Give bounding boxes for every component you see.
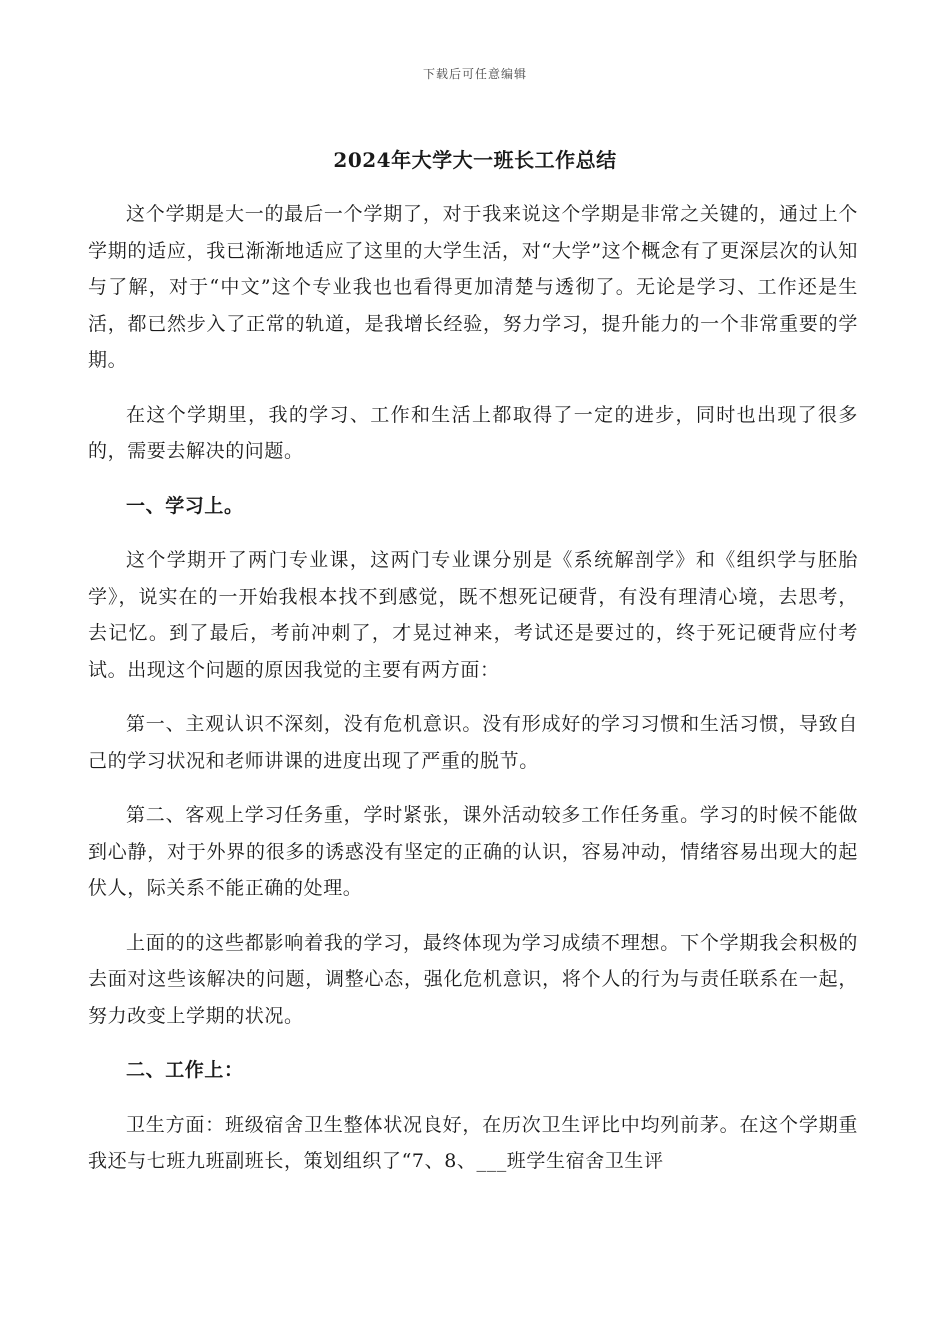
- paragraph-courses: 这个学期开了两门专业课，这两门专业课分别是《系统解剖学》和《组织学与胚胎学》，说实在的一开始我根本找不到感觉，既不想死记硬背，有没有理清心境，去思考，去记忆。到了最后，考前冲刺了，才晃过神来，考试还是要过的，终于死记硬背应付考试。出现这个问题的原因我觉的主要有两方面：: [88, 549, 858, 681]
- section-heading-work: 二、工作上：: [126, 1059, 244, 1081]
- header-note: 下载后可任意编辑: [422, 67, 527, 81]
- paragraph-overview: 在这个学期里，我的学习、工作和生活上都取得了一定的进步，同时也出现了很多的，需要去解决的问题。: [88, 403, 858, 462]
- section-heading-study: 一、学习上。: [126, 494, 244, 517]
- paragraph-reason-first: 第一、主观认识不深刻，没有危机意识。没有形成好的学习习惯和生活习惯，导致自己的学习状况和老师讲课的进度出现了严重的脱节。: [88, 713, 858, 772]
- paragraph-summary-study: 上面的的这些都影响着我的学习，最终体现为学习成绩不理想。下个学期我会积极的去面对这些该解决的问题，调整心态，强化危机意识，将个人的行为与责任联系在一起，努力改变上学期的状况。: [88, 931, 858, 1027]
- paragraph-intro: 这个学期是大一的最后一个学期了，对于我来说这个学期是非常之关键的，通过上个学期的适应，我已渐渐地适应了这里的大学生活，对“大学”这个概念有了更深层次的认知与了解，对于“中文”这个专业我也也看得更加清楚与透彻了。无论是学习、工作还是生活，都已然步入了正常的轨道，是我增长经验，努力学习，提升能力的一个非常重要的学期。: [88, 203, 858, 371]
- paragraph-reason-second: 第二、客观上学习任务重，学时紧张，课外活动较多工作任务重。学习的时候不能做到心静，对于外界的很多的诱惑没有坚定的正确的认识，容易冲动，情绪容易出现大的起伏人，际关系不能正确的处理。: [88, 804, 858, 899]
- paragraph-hygiene: 卫生方面：班级宿舍卫生整体状况良好，在历次卫生评比中均列前茅。在这个学期重我还与七班九班副班长，策划组织了“7、8、___班学生宿舍卫生评: [88, 1113, 858, 1172]
- document-body: [88, 196, 858, 1198]
- document-title: 2024年大学大一班长工作总结: [333, 148, 617, 172]
